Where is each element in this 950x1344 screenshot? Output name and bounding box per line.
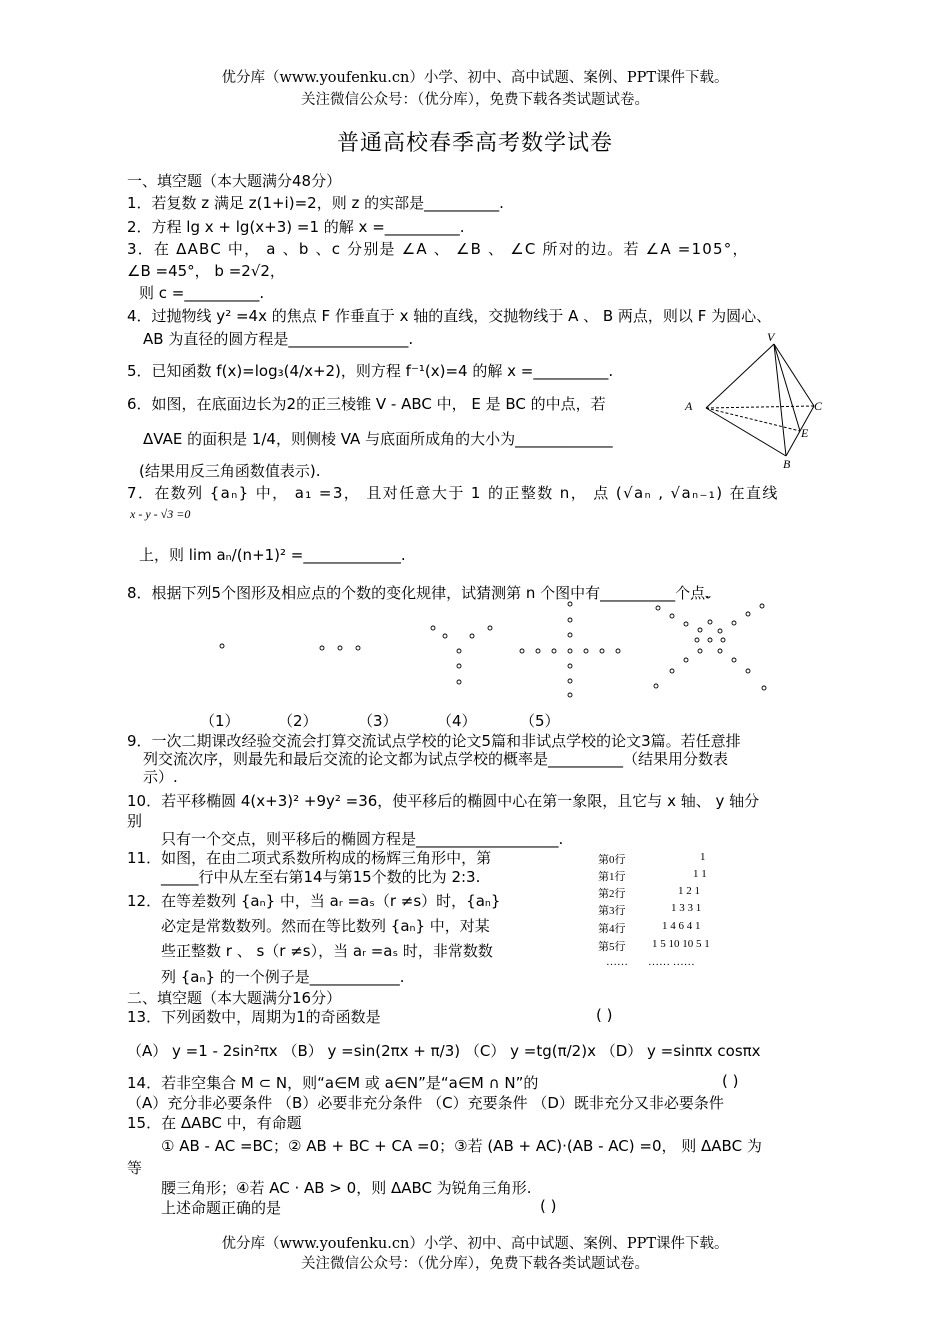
footer-line-2: 关注微信公众号：（优分库），免费下载各类试题试卷。 [301,1256,649,1272]
dot [470,634,474,638]
pascal-row-label-0: 第0行 [598,854,626,866]
question-15-line-4: 腰三角形；④若 AC · AB > 0，则 ΔABC 为锐角三角形. [161,1179,532,1197]
dot [431,626,435,630]
figure-label-5: （5） [520,712,560,730]
dot [356,646,360,650]
pascal-row-label-2: 第2行 [598,888,626,900]
question-5: 5．已知函数 f(x)=log₃(4/x+2)，则方程 f⁻¹(x)=4 的解 x =__________. [127,362,614,380]
dot [568,664,572,668]
question-8: 8．根据下列5个图形及相应点的个数的变化规律，试猜测第 n 个图中有__________个点. [127,584,710,602]
dot [708,638,712,642]
dot [220,644,224,648]
dot [746,612,750,616]
dot [568,679,572,683]
question-14: 14．若非空集合 M ⊂ N，则“a∈M 或 a∈N”是“a∈M ∩ N”的 [127,1074,539,1092]
pyramid-figure [680,328,825,474]
pascal-row-values-6: …… …… [648,956,695,968]
dot [684,658,688,662]
dot [732,621,736,625]
edge-vb [774,344,786,456]
question-15-line-5: 上述命题正确的是 [161,1199,282,1217]
figure-1 [220,644,224,648]
dot [698,649,702,653]
question-10-line-1: 10．若平移椭圆 4(x+3)² +9y² =36，使平移后的椭圆中心在第一象限，且它与 x 轴、 y 轴分 [127,792,760,810]
dot [732,658,736,662]
question-12-line-2: 必定是常数数列。然而在等比数列 {aₙ} 中，对某 [161,917,490,935]
dot [600,649,604,653]
dot [708,620,712,624]
pascal-row-label-5: 第5行 [598,941,626,953]
dot [670,614,674,618]
question-7-line-1: 7．在数列 {aₙ} 中， a₁ =3， 且对任意大于 1 的正整数 n， 点 (√aₙ , √aₙ₋₁) 在直线 [127,484,779,502]
question-1: 1．若复数 z 满足 z(1+i)=2，则 z 的实部是__________. [127,194,504,212]
figure-label-2: （2） [278,712,318,730]
question-3-line-2: ∠B =45°， b =2√2， [127,262,285,280]
question-2: 2．方程 lg x + lg(x+3) =1 的解 x =__________. [127,218,465,236]
pascal-row-label-4: 第4行 [598,923,626,935]
question-9-line-3: 示）. [143,768,178,786]
question-12-line-3: 些正整数 r 、 s（r ≠s），当 aᵣ =aₛ 时，非常数数 [161,942,493,960]
pascal-row-label-1: 第1行 [598,871,626,883]
question-15-answer-paren: ( ) [540,1197,557,1215]
dot [656,606,660,610]
pascal-row-values-1: 1 1 [693,868,707,880]
header-line-2: 关注微信公众号：（优分库），免费下载各类试题试卷。 [301,92,649,108]
question-14-options: （A）充分非必要条件 （B）必要非充分条件 （C）充要条件 （D）既非充分又非必要条件 [127,1094,724,1112]
dot [457,649,461,653]
edge-ae [706,408,800,431]
pascal-row-label-6: …… [606,956,628,968]
pascal-row-values-3: 1 3 3 1 [671,902,702,914]
edge-ac [706,406,814,408]
dot [746,669,750,673]
dot-pattern-figures [200,596,800,700]
dot [568,693,572,697]
figure-4 [520,602,620,697]
dot [568,618,572,622]
page-title: 普通高校春季高考数学试卷 [336,131,613,156]
dot [762,686,766,690]
question-6-line-1: 6．如图，在底面边长为2的正三棱锥 V - ABC 中， E 是 BC 的中点，若 [127,395,606,413]
dot [457,664,461,668]
question-6-line-2: ΔVAE 的面积是 1/4，则侧棱 VA 与底面所成角的大小为_____________ [143,430,613,448]
label-v: V [767,330,775,344]
dot [670,669,674,673]
dot [457,680,461,684]
dot [338,646,342,650]
label-a: A [685,399,693,413]
section-1-heading: 一、填空题（本大题满分48分） [127,172,342,190]
figure-label-4: （4） [437,712,477,730]
edge-ab [706,408,786,456]
label-c: C [814,399,823,413]
question-11-line-2: _____行中从左至右第14与第15个数的比为 2:3. [161,868,481,886]
question-3-line-1: 3．在 ΔABC 中， a 、b 、c 分别是 ∠A 、 ∠B 、 ∠C 所对的边。若 ∠A =105°， [127,240,749,258]
question-14-answer-paren: ( ) [722,1072,739,1090]
pascal-row-values-0: 1 [700,851,706,863]
label-e: E [801,426,809,440]
footer-line-1: 优分库（www.youfenku.cn）小学、初中、高中试题、案例、PPT课件下载。 [221,1236,729,1252]
dot [718,649,722,653]
question-3-line-3: 则 c =__________. [139,284,265,302]
dot [552,649,556,653]
question-9-line-2: 列交流次序，则最先和最后交流的论文都为试点学校的概率是__________（结果用分数表 [143,750,729,768]
question-10-line-3: 只有一个交点，则平移后的椭圆方程是___________________. [161,830,564,848]
dot [520,649,524,653]
question-15-line-2: ① AB - AC =BC；② AB + BC + CA =0；③若 (AB + AC)·(AB - AC) =0， 则 ΔABC 为 [161,1137,762,1155]
question-15-line-3: 等 [127,1159,143,1177]
pascal-row-values-4: 1 4 6 4 1 [662,920,701,932]
dot [684,622,688,626]
dot [654,684,658,688]
question-4-line-2: AB 为直径的圆方程是________________. [143,330,414,348]
section-2-heading: 二、填空题（本大题满分16分） [127,989,342,1007]
question-10-line-2: 别 [127,812,143,830]
figure-3 [431,626,492,684]
dot [568,602,572,606]
dot [718,629,722,633]
pascal-row-values-5: 1 5 10 10 5 1 [652,938,710,950]
question-15-line-1: 15．在 ΔABC 中，有命题 [127,1114,302,1132]
dot [536,649,540,653]
edge-va [706,344,774,408]
question-9-line-1: 9．一次二期课改经验交流会打算交流试点学校的论文5篇和非试点学校的论文3篇。若任意排 [127,732,741,750]
question-6-line-3: (结果用反三角函数值表示). [139,462,321,480]
header-line-1: 优分库（www.youfenku.cn）小学、初中、高中试题、案例、PPT课件下载。 [221,70,729,86]
dot [443,634,447,638]
label-b: B [783,457,791,471]
dot [616,649,620,653]
question-4-line-1: 4．过抛物线 y² =4x 的焦点 F 作垂直于 x 轴的直线，交抛物线于 A 、 B 两点，则以 F 为圆心、 [127,307,772,325]
dot [584,649,588,653]
figure-label-3: （3） [358,712,398,730]
dot [760,604,764,608]
question-11-line-1: 11．如图，在由二项式系数所构成的杨辉三角形中，第 [127,849,492,867]
figure-label-1: （1） [200,712,240,730]
question-7-line-2: x - y - √3 =0 [130,507,191,521]
dot [721,638,725,642]
dot [706,596,710,598]
question-12-line-1: 12．在等差数列 {aₙ} 中，当 aᵣ =aₛ（r ≠s）时，{aₙ} [127,892,501,910]
figure-5 [654,596,766,690]
question-13-options: （A） y =1 - 2sin²πx （B） y =sin(2πx + π/3) （C） y =tg(π/2)x （D） y =sinπx cosπx [127,1042,761,1060]
question-13: 13．下列函数中，周期为1的奇函数是 [127,1008,381,1026]
dot [320,646,324,650]
question-7-line-3: 上，则 lim aₙ/(n+1)² =_____________. [139,546,406,564]
dot [568,633,572,637]
dot [568,649,572,653]
question-13-answer-paren: ( ) [596,1006,613,1024]
question-12-line-4: 列 {aₙ} 的一个例子是____________. [161,968,405,986]
pascal-row-label-3: 第3行 [598,905,626,917]
figure-2 [320,646,360,650]
dot [695,638,699,642]
pascal-row-values-2: 1 2 1 [678,885,700,897]
dot [488,626,492,630]
dot [698,628,702,632]
edge-ve [774,344,800,431]
